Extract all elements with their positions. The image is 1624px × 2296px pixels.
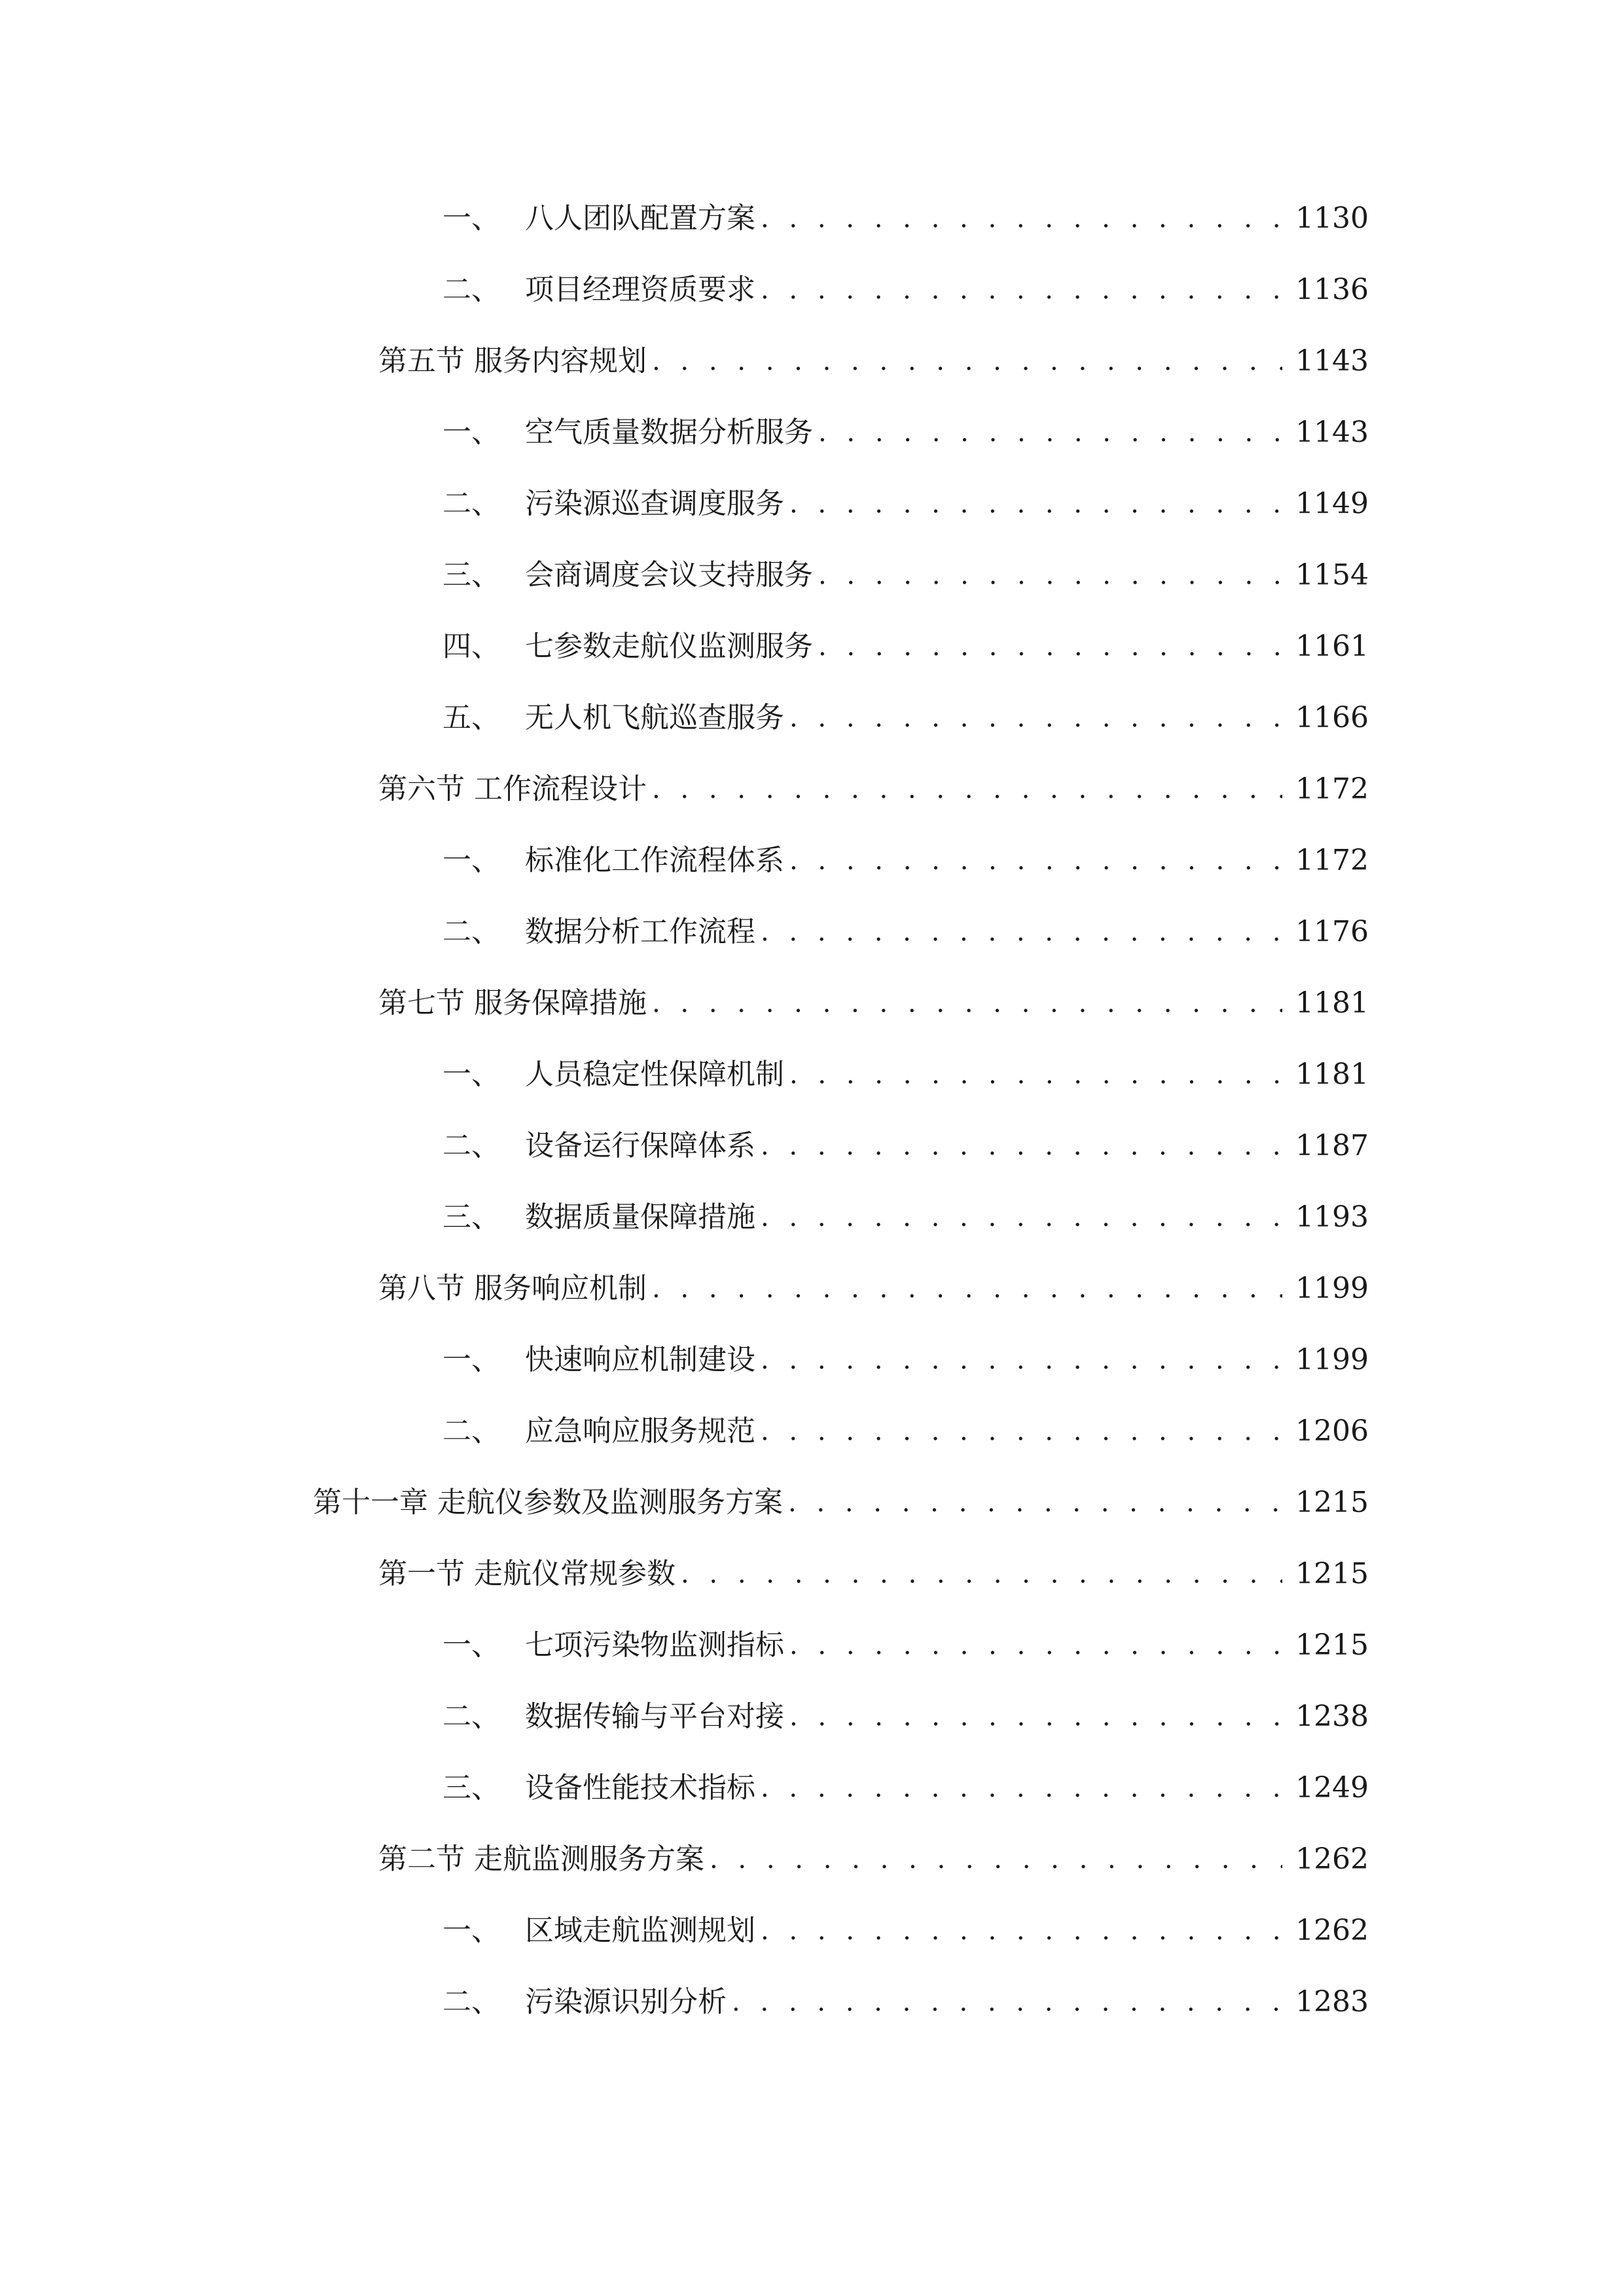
toc-entry[interactable] xyxy=(442,911,1369,953)
dot-leader xyxy=(761,1410,1282,1452)
toc-entry-section[interactable] xyxy=(378,1268,1369,1310)
entry-number: 二、 xyxy=(442,1700,500,1733)
toc-entry[interactable] xyxy=(442,1196,1369,1238)
entry-title: 区域走航监测规划 xyxy=(525,1914,755,1947)
entry-title: 无人机飞航巡查服务 xyxy=(525,701,784,734)
entry-page-number: 1283 xyxy=(1295,1985,1369,2018)
dot-leader xyxy=(789,697,1282,739)
entry-number: 一、 xyxy=(442,1914,500,1947)
entry-page-number: 1215 xyxy=(1295,1557,1369,1590)
entry-page-number: 1262 xyxy=(1295,1842,1369,1876)
entry-number: 五、 xyxy=(442,701,500,734)
entry-page-number: 1143 xyxy=(1295,416,1369,449)
toc-entry[interactable] xyxy=(442,626,1369,668)
entry-number: 一、 xyxy=(442,1058,500,1091)
entry-title: 第二节 走航监测服务方案 xyxy=(378,1842,704,1876)
toc-entry[interactable] xyxy=(442,269,1369,311)
toc-entry[interactable] xyxy=(442,1696,1369,1738)
dot-leader xyxy=(761,269,1282,311)
toc-entry[interactable] xyxy=(442,412,1369,454)
dot-leader xyxy=(789,1624,1282,1666)
entry-page-number: 1215 xyxy=(1295,1628,1369,1662)
entry-page-number: 1193 xyxy=(1295,1200,1369,1234)
toc-entry-section[interactable] xyxy=(378,1553,1369,1595)
toc-entry[interactable] xyxy=(442,554,1369,596)
dot-leader xyxy=(789,840,1282,882)
entry-page-number: 1136 xyxy=(1295,273,1369,306)
entry-number: 一、 xyxy=(442,1628,500,1662)
entry-page-number: 1154 xyxy=(1295,558,1369,592)
toc-entry[interactable] xyxy=(442,840,1369,882)
entry-title: 七参数走航仪监测服务 xyxy=(525,630,813,663)
dot-leader xyxy=(761,911,1282,953)
toc-entry-section[interactable] xyxy=(378,768,1369,810)
toc-entry[interactable] xyxy=(442,483,1369,525)
entry-number: 二、 xyxy=(442,273,500,306)
toc-entry[interactable] xyxy=(442,1767,1369,1809)
entry-page-number: 1149 xyxy=(1295,487,1369,520)
dot-leader xyxy=(652,768,1282,810)
entry-title: 第十一章 走航仪参数及监测服务方案 xyxy=(313,1486,783,1519)
entry-number: 一、 xyxy=(442,202,500,235)
entry-title: 第一节 走航仪常规参数 xyxy=(378,1557,676,1590)
entry-title: 第五节 服务内容规划 xyxy=(378,344,647,378)
entry-page-number: 1199 xyxy=(1295,1272,1369,1305)
entry-title: 第六节 工作流程设计 xyxy=(378,772,647,806)
entry-page-number: 1181 xyxy=(1295,1058,1369,1091)
dot-leader xyxy=(789,1054,1282,1096)
entry-page-number: 1143 xyxy=(1295,344,1369,378)
entry-title: 项目经理资质要求 xyxy=(525,273,755,306)
entry-number: 三、 xyxy=(442,558,500,592)
dot-leader xyxy=(818,412,1282,454)
entry-title: 设备性能技术指标 xyxy=(525,1771,755,1804)
entry-number: 二、 xyxy=(442,487,500,520)
entry-title: 第八节 服务响应机制 xyxy=(378,1272,647,1305)
entry-number: 一、 xyxy=(442,416,500,449)
dot-leader xyxy=(818,554,1282,596)
entry-page-number: 1172 xyxy=(1295,844,1369,877)
entry-number: 一、 xyxy=(442,844,500,877)
entry-number: 二、 xyxy=(442,915,500,948)
entry-number: 四、 xyxy=(442,630,500,663)
toc-entry[interactable] xyxy=(442,198,1369,240)
dot-leader xyxy=(732,1981,1282,2023)
dot-leader xyxy=(710,1839,1282,1880)
entry-title: 空气质量数据分析服务 xyxy=(525,416,813,449)
entry-number: 二、 xyxy=(442,1414,500,1448)
entry-page-number: 1181 xyxy=(1295,986,1369,1020)
entry-number: 一、 xyxy=(442,1343,500,1376)
entry-page-number: 1166 xyxy=(1295,701,1369,734)
entry-page-number: 1262 xyxy=(1295,1914,1369,1947)
toc-entry-chapter[interactable] xyxy=(313,1482,1369,1524)
toc-entry[interactable] xyxy=(442,1981,1369,2023)
entry-title: 七项污染物监测指标 xyxy=(525,1628,784,1662)
entry-page-number: 1187 xyxy=(1295,1129,1369,1162)
toc-entry-section[interactable] xyxy=(378,340,1369,382)
dot-leader xyxy=(788,1482,1282,1524)
entry-title: 会商调度会议支持服务 xyxy=(525,558,813,592)
dot-leader xyxy=(818,626,1282,668)
dot-leader xyxy=(789,1696,1282,1738)
entry-title: 应急响应服务规范 xyxy=(525,1414,755,1448)
entry-page-number: 1215 xyxy=(1295,1486,1369,1519)
dot-leader xyxy=(761,1125,1282,1167)
toc-entry[interactable] xyxy=(442,1339,1369,1381)
entry-number: 三、 xyxy=(442,1200,500,1234)
entry-title: 第七节 服务保障措施 xyxy=(378,986,647,1020)
dot-leader xyxy=(761,198,1282,240)
toc-entry[interactable] xyxy=(442,1125,1369,1167)
toc-entry[interactable] xyxy=(442,1624,1369,1666)
entry-number: 三、 xyxy=(442,1771,500,1804)
entry-title: 污染源巡查调度服务 xyxy=(525,487,784,520)
dot-leader xyxy=(652,340,1282,382)
entry-title: 标准化工作流程体系 xyxy=(525,844,784,877)
entry-title: 人员稳定性保障机制 xyxy=(525,1058,784,1091)
entry-number: 二、 xyxy=(442,1129,500,1162)
entry-title: 数据分析工作流程 xyxy=(525,915,755,948)
entry-title: 设备运行保障体系 xyxy=(525,1129,755,1162)
toc-entry[interactable] xyxy=(442,1410,1369,1452)
dot-leader xyxy=(681,1553,1282,1595)
toc-entry[interactable] xyxy=(442,1054,1369,1096)
entry-page-number: 1249 xyxy=(1295,1771,1369,1804)
entry-page-number: 1130 xyxy=(1295,202,1369,235)
entry-page-number: 1199 xyxy=(1295,1343,1369,1376)
dot-leader xyxy=(761,1339,1282,1381)
dot-leader xyxy=(761,1910,1282,1952)
toc-entry-section[interactable] xyxy=(378,982,1369,1024)
entry-page-number: 1206 xyxy=(1295,1414,1369,1448)
toc-entry[interactable] xyxy=(442,1910,1369,1952)
entry-title: 数据传输与平台对接 xyxy=(525,1700,784,1733)
entry-title: 污染源识别分析 xyxy=(525,1985,727,2018)
dot-leader xyxy=(652,982,1282,1024)
entry-title: 快速响应机制建设 xyxy=(525,1343,755,1376)
entry-title: 八人团队配置方案 xyxy=(525,202,755,235)
toc-entry[interactable] xyxy=(442,697,1369,739)
entry-number: 二、 xyxy=(442,1985,500,2018)
toc-entry-section[interactable] xyxy=(378,1839,1369,1880)
entry-title: 数据质量保障措施 xyxy=(525,1200,755,1234)
entry-page-number: 1238 xyxy=(1295,1700,1369,1733)
entry-page-number: 1176 xyxy=(1295,915,1369,948)
entry-page-number: 1161 xyxy=(1295,630,1369,663)
dot-leader xyxy=(652,1268,1282,1310)
dot-leader xyxy=(761,1767,1282,1809)
dot-leader xyxy=(761,1196,1282,1238)
entry-page-number: 1172 xyxy=(1295,772,1369,806)
dot-leader xyxy=(789,483,1282,525)
